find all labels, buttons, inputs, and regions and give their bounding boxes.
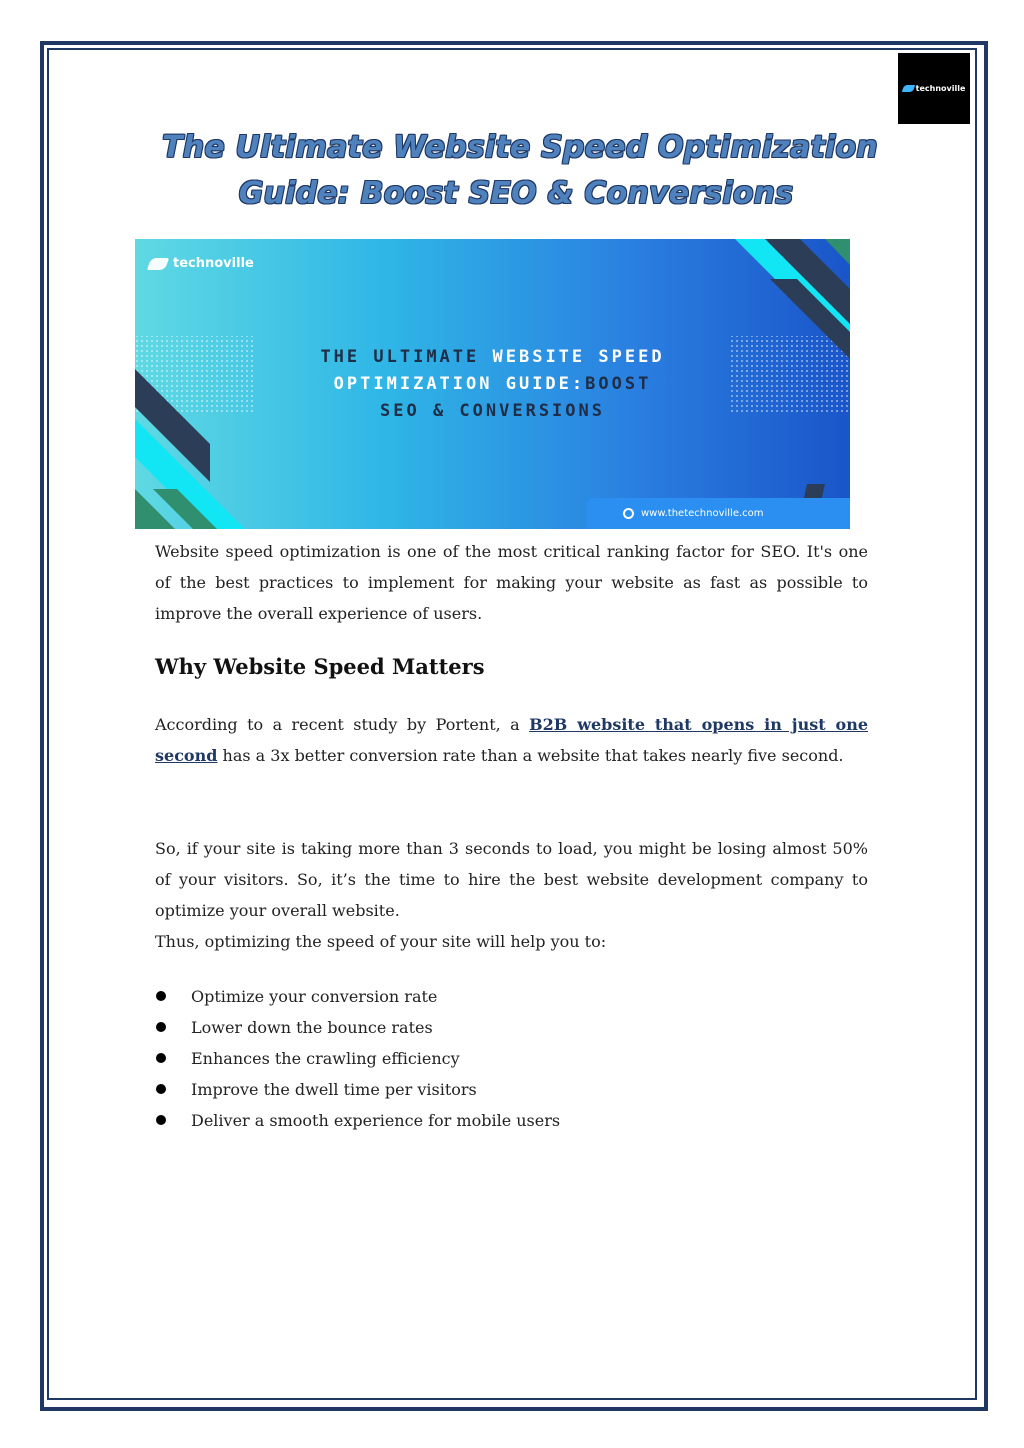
banner-heading-dark: THE ULTIMATE: [320, 347, 493, 367]
technoville-logo: [898, 53, 970, 124]
list-item: Enhances the crawling efficiency: [155, 1043, 560, 1074]
benefits-list: [155, 981, 560, 1136]
page-title-line-2: Guide: Boost SEO & Conversions: [238, 176, 794, 211]
list-item: Improve the dwell time per visitors: [155, 1074, 560, 1105]
banner-heading-line-1: [135, 347, 850, 367]
banner-logo-mark-icon: [147, 258, 169, 270]
banner-heading-line-3: SEO & CONVERSIONS: [380, 401, 605, 421]
b2b-study-link[interactable]: B2B website that opens in just one second: [155, 715, 869, 765]
study-text-after: has a 3x better conversion rate than a website that takes nearly five second.: [217, 746, 844, 765]
banner-logo: [149, 256, 254, 271]
list-item: Deliver a smooth experience for mobile users: [155, 1105, 560, 1136]
list-item: Lower down the bounce rates: [155, 1012, 560, 1043]
loading-paragraph: So, if your site is taking more than 3 seconds to load, you might be losing almost 50% of your visitors. So, it’s the time to hire the best website development company to optimize your overall website.: [155, 839, 868, 920]
study-paragraph: [155, 709, 868, 771]
banner-url-bar: [587, 498, 850, 529]
logo-text: technoville: [915, 84, 966, 93]
banner-logo-text: technoville: [173, 256, 254, 271]
hero-banner-image: [135, 239, 850, 529]
list-item: Optimize your conversion rate: [155, 981, 560, 1012]
banner-heading-dark: BOOST: [585, 374, 652, 394]
benefits-intro: Thus, optimizing the speed of your site will help you to:: [155, 932, 607, 951]
study-text-before: According to a recent study by Portent, a: [155, 715, 530, 734]
banner-heading-white: WEBSITE SPEED: [492, 347, 665, 367]
globe-icon: [623, 508, 634, 519]
page-title-line-1: The Ultimate Website Speed Optimization: [162, 130, 878, 165]
banner-heading-white: OPTIMIZATION GUIDE:: [333, 374, 586, 394]
banner-heading-line-2: [135, 374, 850, 394]
intro-paragraph: Website speed optimization is one of the most critical ranking factor for SEO. It's one of the best practices to implement for making your website as fast as possible to improve the overall experience of users.: [155, 542, 868, 623]
banner-url: www.thetechnoville.com: [641, 508, 764, 519]
logo-mark-icon: [901, 85, 915, 92]
section-heading: Why Website Speed Matters: [155, 654, 485, 679]
